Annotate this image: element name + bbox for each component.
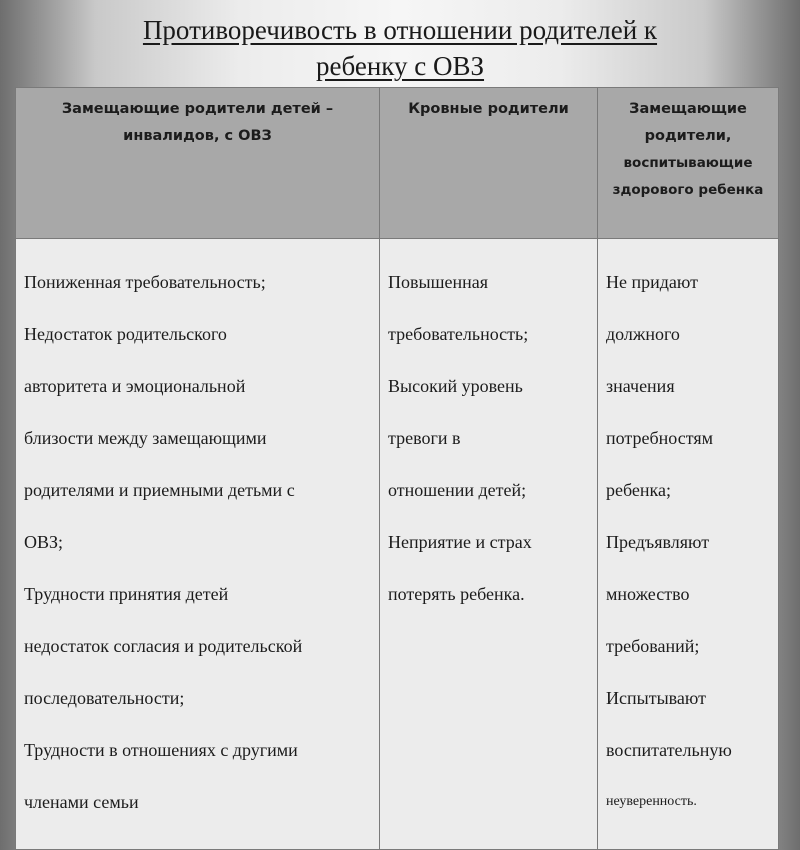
cell-line: авторитета и эмоциональной [24, 376, 246, 396]
header-foster-parents-healthy [598, 88, 779, 239]
cell-line: требовательность; [388, 324, 529, 344]
cell-line: потребностям [606, 428, 713, 448]
cell-line: неуверенность. [606, 794, 697, 809]
cell-line: родителями и приемными детьми с [24, 480, 295, 500]
cell-line: требований; [606, 636, 700, 656]
cell-line: воспитательную [606, 740, 732, 760]
header-foster-parents-disabled: Замещающие родители детей – инвалидов, с ОВЗ [16, 88, 380, 239]
cell-line: ОВЗ; [24, 532, 64, 552]
cell-line: Неприятие и страх [388, 532, 532, 552]
cell-line: Не придают [606, 272, 698, 292]
slide-title-line-2: ребенку с ОВЗ [315, 51, 485, 81]
header-foster-parents-healthy-sub: воспитывающие здорового ребенка [612, 155, 764, 198]
cell-line: последовательности; [24, 688, 185, 708]
cell-line: членами семьи [24, 792, 139, 812]
cell-line: Предъявляют [606, 532, 710, 552]
header-birth-parents: Кровные родители [380, 88, 598, 239]
table-header-row [16, 88, 779, 239]
cell-line: Недостаток родительского [24, 324, 227, 344]
cell-line: Повышенная [388, 272, 488, 292]
cell-line: отношении детей; [388, 480, 527, 500]
comparison-table [15, 87, 779, 850]
cell-line: Высокий уровень [388, 376, 523, 396]
cell-line: должного [606, 324, 680, 344]
cell-line: близости между замещающими [24, 428, 267, 448]
cell-line: недостаток согласия и родительской [24, 636, 303, 656]
cell-birth-parents [380, 239, 598, 850]
cell-line: Трудности в отношениях с другими [24, 740, 298, 760]
cell-line: Испытывают [606, 688, 707, 708]
cell-line: Трудности принятия детей [24, 584, 229, 604]
cell-line: потерять ребенка. [388, 584, 525, 604]
slide-title [0, 12, 800, 84]
table-body-row [16, 239, 779, 850]
cell-foster-parents-healthy [598, 239, 779, 850]
cell-line: ребенка; [606, 480, 671, 500]
cell-line: тревоги в [388, 428, 461, 448]
cell-line: значения [606, 376, 675, 396]
cell-line: Пониженная требовательность; [24, 272, 266, 292]
cell-line: множество [606, 584, 690, 604]
cell-foster-parents-disabled [16, 239, 380, 850]
header-foster-parents-healthy-main: Замещающие родители, [629, 101, 747, 144]
slide-title-line-1: Противоречивость в отношении родителей к [142, 15, 658, 45]
